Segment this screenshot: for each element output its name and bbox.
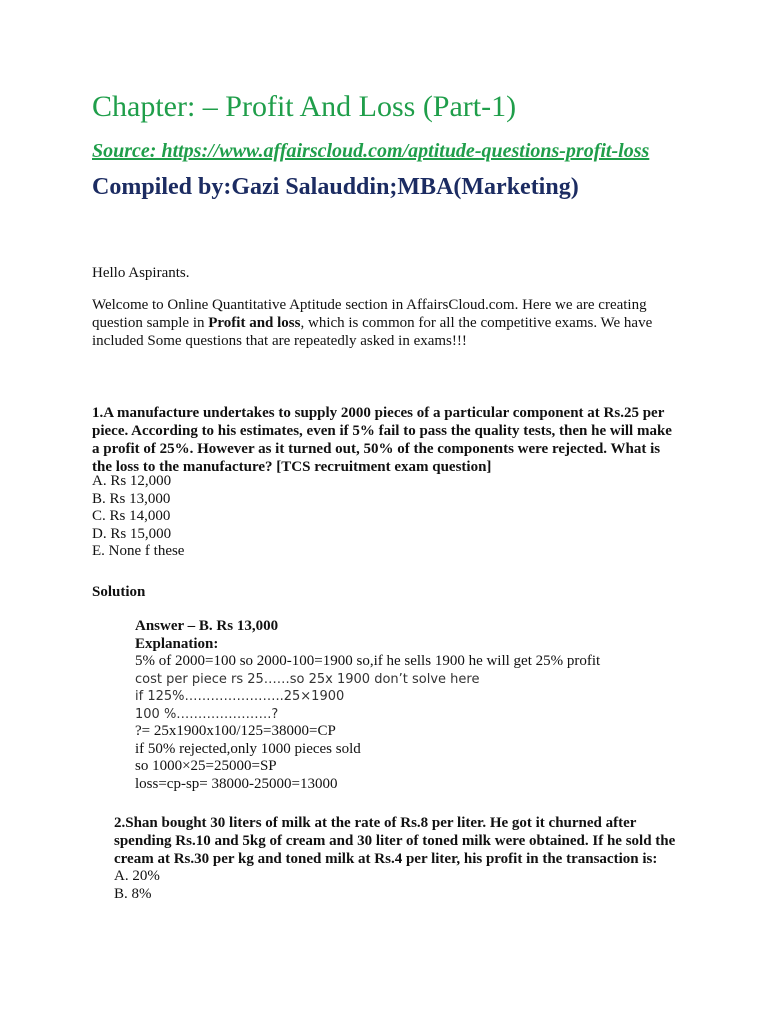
greeting: Hello Aspirants.: [92, 265, 190, 281]
step-7: so 1000×25=25000=SP: [135, 758, 277, 774]
welcome-paragraph: [92, 296, 682, 350]
step-6: if 50% rejected,only 1000 pieces sold: [135, 740, 361, 757]
welcome-text-post: , which is common for all the competitive exams. We have included Some questions that are repeatedly asked in exams!!!: [92, 315, 653, 349]
solution-label: Solution: [92, 584, 146, 600]
solution-block: [135, 618, 600, 793]
compiled-by: Compiled by:Gazi Salauddin;MBA(Marketing): [92, 174, 579, 200]
page-title: Chapter: – Profit And Loss (Part-1): [92, 90, 517, 123]
source-link[interactable]: Source: https://www.affairscloud.com/aptitude-questions-profit-loss: [92, 140, 650, 162]
option-a: A. Rs 12,000: [92, 473, 172, 489]
option-d: D. Rs 15,000: [92, 525, 172, 542]
question-2-text: 2.Shan bought 30 liters of milk at the rate of Rs.8 per liter. He got it churned after spending Rs.10 and 5kg of cream and 30 liter of toned milk were obtained. If he sold the cream at Rs.30 per kg and toned milk at Rs.4 per liter, his profit in the transaction is:: [114, 815, 676, 867]
step-1: 5% of 2000=100 so 2000-100=1900 so,if he sells 1900 he will get 25% profit: [135, 653, 601, 669]
question-1-options: [92, 473, 184, 561]
step-5: ?= 25x1900x100/125=38000=CP: [135, 723, 336, 739]
step-4: 100 %………………….?: [135, 706, 279, 722]
welcome-text-pre: Welcome to Online Quantitative Aptitude section in AffairsCloud.com. Here we are creating question sample in: [92, 297, 647, 331]
q2-option-b: B. 8%: [114, 885, 152, 902]
question-2-options: [114, 868, 160, 903]
explanation-label: Explanation:: [135, 635, 219, 652]
question-1-text: 1.A manufacture undertakes to supply 2000 pieces of a particular component at Rs.25 per piece. According to his estimates, even if 5% fail to pass the quality tests, then he will make a profit of 25%. However as it turned out, 50% of the components were rejected. What is the loss to the manufacture? [TCS recruitment exam question]: [92, 405, 672, 475]
answer-line: Answer – B. Rs 13,000: [135, 618, 279, 634]
option-c: C. Rs 14,000: [92, 508, 171, 524]
option-b: B. Rs 13,000: [92, 490, 171, 507]
q2-option-a: A. 20%: [114, 868, 160, 884]
step-3: if 125%…………………..25×1900: [135, 689, 345, 704]
step-2: cost per piece rs 25……so 25x 1900 don’t solve here: [135, 671, 480, 687]
step-8: loss=cp-sp= 38000-25000=13000: [135, 775, 338, 792]
option-e: E. None f these: [92, 543, 185, 559]
welcome-text-bold: Profit and loss: [208, 315, 301, 331]
